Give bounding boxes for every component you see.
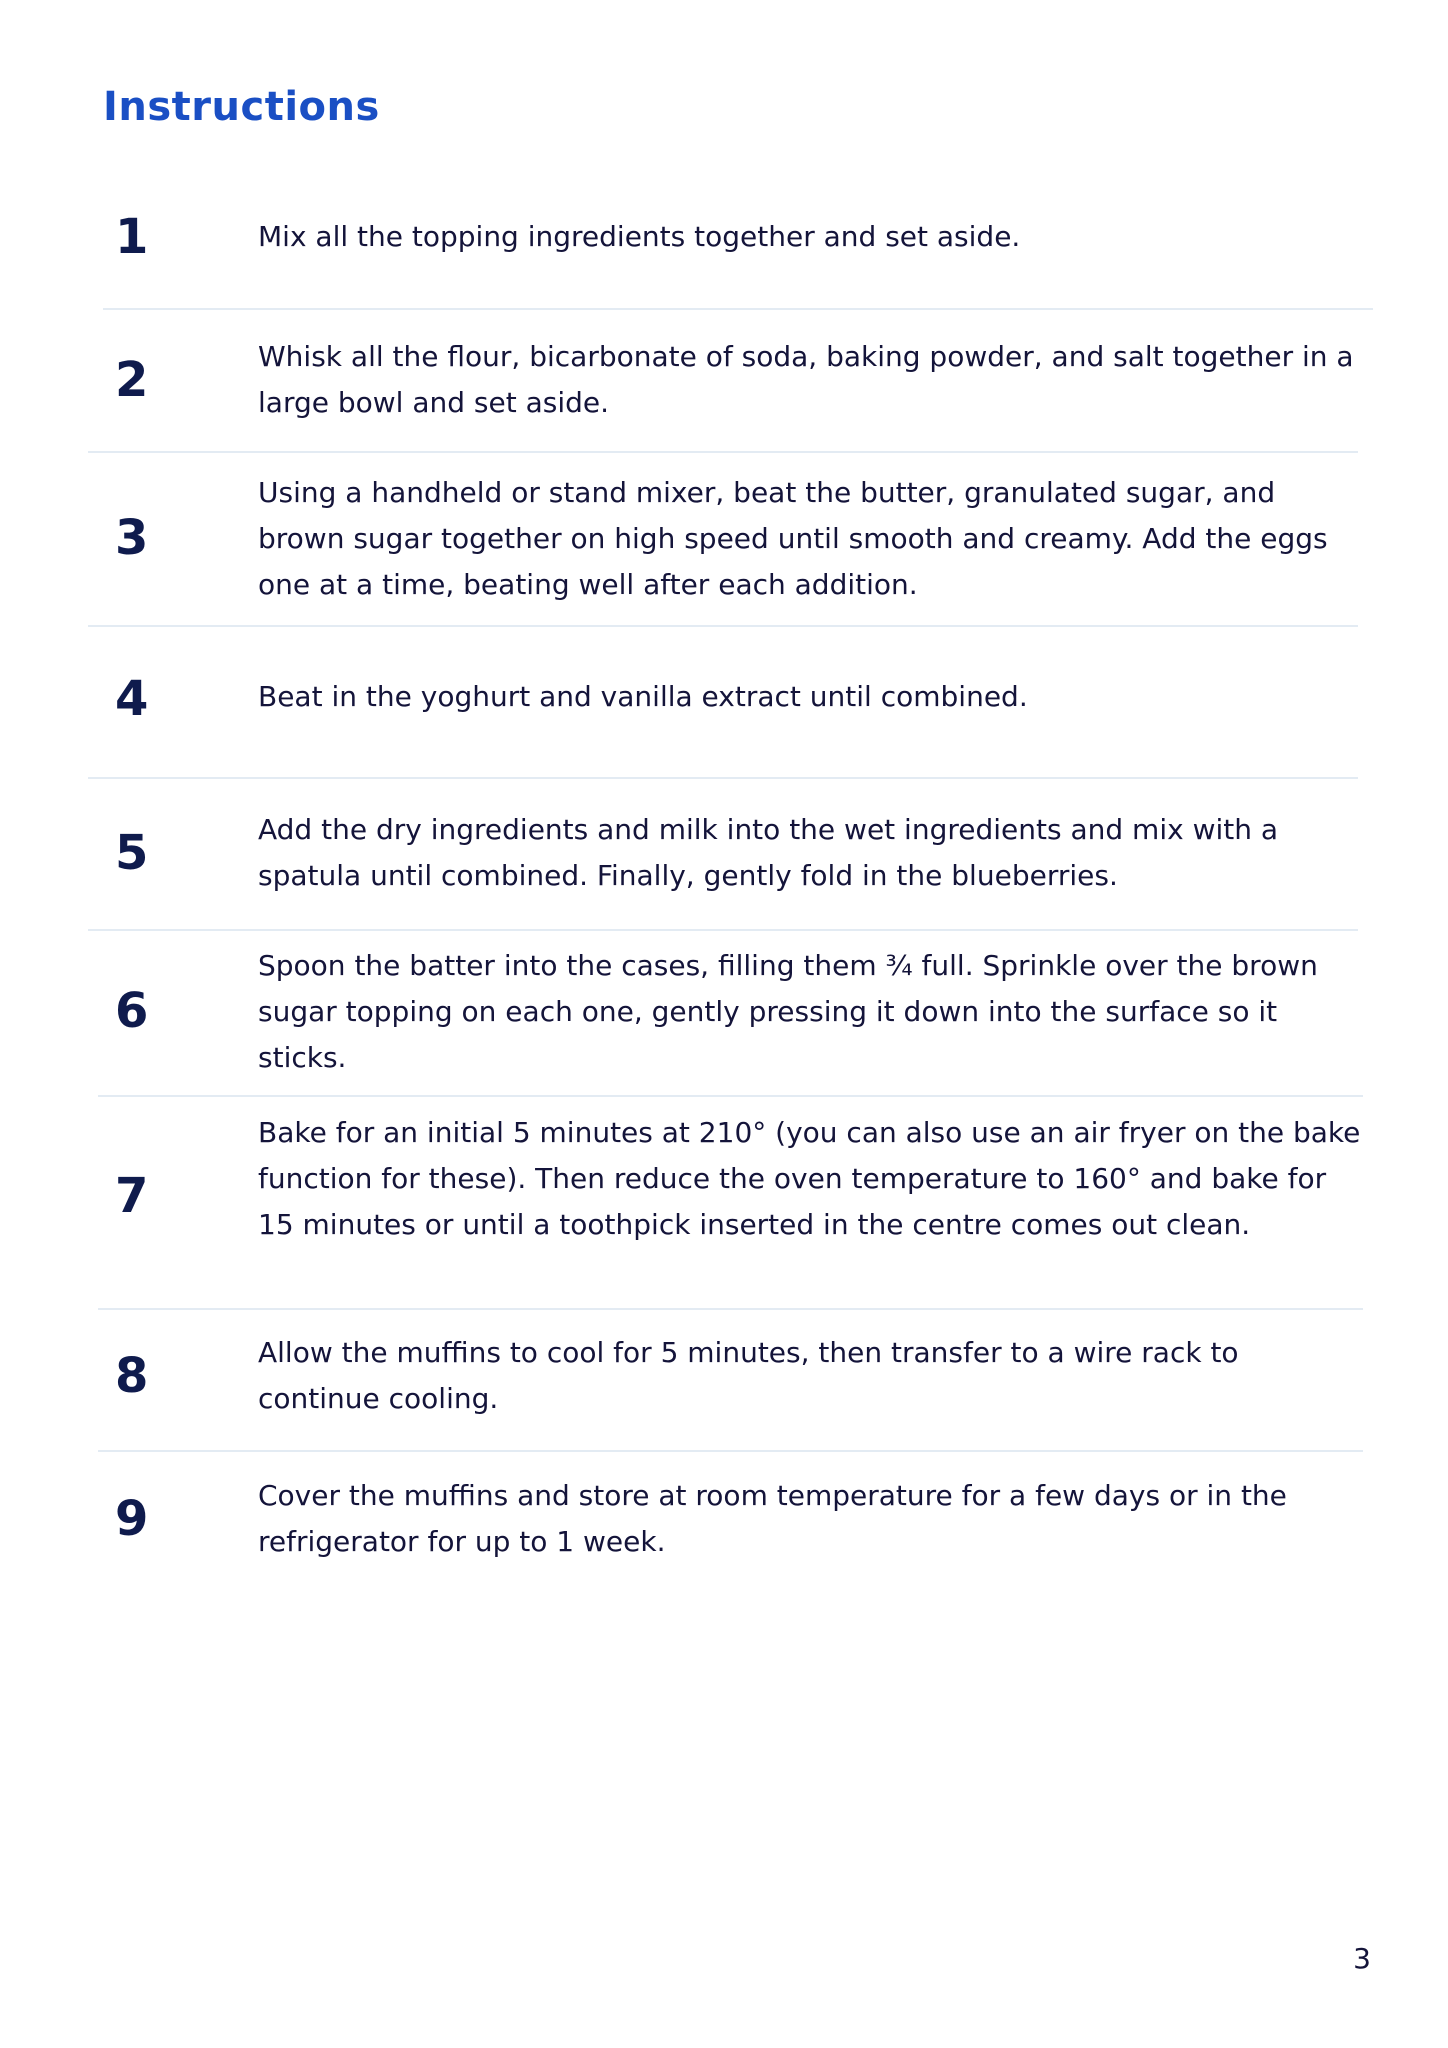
- step-text-7: Bake for an initial 5 minutes at 210° (you can also use an air fryer on the bake function for these). Then reduce the oven temperature to 160° and bake for 15 minutes or until a toothpick inserted in the centre comes out clean.: [258, 1116, 1361, 1241]
- step-number-7: 7: [115, 1168, 149, 1224]
- step-text-8: Allow the muffins to cool for 5 minutes, then transfer to a wire rack to continue cooling.: [258, 1336, 1239, 1415]
- step-divider: [103, 308, 1373, 310]
- page-number: 3: [1353, 1942, 1371, 1975]
- step-divider: [98, 1095, 1363, 1097]
- step-number-4: 4: [115, 671, 149, 727]
- step-number-5: 5: [115, 825, 149, 881]
- step-text-6: Spoon the batter into the cases, filling them ¾ full. Sprinkle over the brown sugar topping on each one, gently pressing it down into the surface so it sticks.: [258, 949, 1318, 1074]
- step-number-9: 9: [115, 1491, 149, 1547]
- step-divider: [88, 451, 1358, 453]
- step-text-1: Mix all the topping ingredients together and set aside.: [258, 220, 1021, 253]
- step-number-1: 1: [115, 209, 149, 265]
- step-divider: [88, 777, 1358, 779]
- page-title: Instructions: [103, 84, 380, 130]
- step-number-6: 6: [115, 983, 149, 1039]
- step-number-2: 2: [115, 352, 149, 408]
- step-divider: [88, 625, 1358, 627]
- step-number-3: 3: [115, 510, 149, 566]
- step-divider: [98, 1308, 1363, 1310]
- step-divider: [98, 1450, 1363, 1452]
- step-number-8: 8: [115, 1348, 149, 1404]
- step-text-9: Cover the muffins and store at room temperature for a few days or in the refrigerator for up to 1 week.: [258, 1479, 1287, 1558]
- step-text-3: Using a handheld or stand mixer, beat the butter, granulated sugar, and brown sugar together on high speed until smooth and creamy. Add the eggs one at a time, beating well after each addition.: [258, 476, 1328, 601]
- step-text-5: Add the dry ingredients and milk into the wet ingredients and mix with a spatula until combined. Finally, gently fold in the blueberries.: [258, 813, 1279, 892]
- step-text-2: Whisk all the flour, bicarbonate of soda, baking powder, and salt together in a large bowl and set aside.: [258, 340, 1354, 419]
- step-divider: [88, 929, 1358, 931]
- step-text-4: Beat in the yoghurt and vanilla extract until combined.: [258, 680, 1028, 713]
